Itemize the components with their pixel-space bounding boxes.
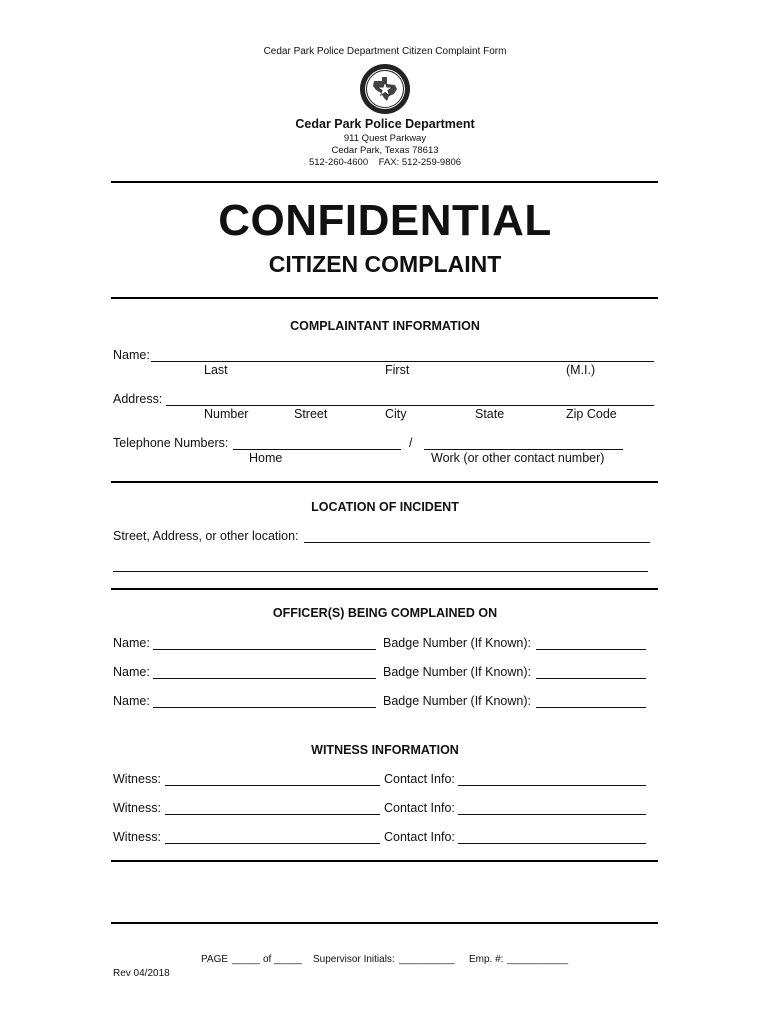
witness-input-2[interactable] [167, 799, 378, 813]
location-input[interactable] [306, 527, 648, 541]
name-label: Name: [113, 348, 150, 362]
badge-input-3[interactable] [538, 692, 644, 706]
badge-label: Badge Number (If Known): [383, 694, 531, 708]
name-part-mi: (M.I.) [566, 363, 596, 377]
witness-line [165, 785, 380, 786]
badge-line [536, 649, 646, 650]
address-label: Address: [113, 392, 163, 406]
revision-date: Rev 04/2018 [113, 968, 170, 979]
badge-label: Badge Number (If Known): [383, 636, 531, 650]
page-total-blank[interactable]: _____ [274, 954, 302, 965]
contact-label: Contact Info: [384, 830, 455, 844]
location-section-heading: LOCATION OF INCIDENT [311, 500, 459, 514]
location-label: Street, Address, or other location: [113, 529, 299, 543]
of-label: of [263, 954, 272, 965]
contact-line [458, 843, 646, 844]
form-header-title: Cedar Park Police Department Citizen Complaint Form [263, 46, 507, 57]
location-input-2[interactable] [115, 556, 646, 570]
home-phone-input[interactable] [235, 434, 399, 448]
telephone-label: Telephone Numbers: [113, 436, 229, 450]
location-line-2 [113, 571, 648, 572]
department-address-line2: Cedar Park, Texas 78613 [331, 145, 439, 156]
confidential-title: CONFIDENTIAL [218, 196, 552, 245]
employee-number-blank[interactable]: ___________ [507, 954, 569, 965]
department-address-line1: 911 Quest Parkway [343, 133, 427, 144]
divider [111, 588, 658, 590]
supervisor-initials-blank[interactable]: __________ [399, 954, 455, 965]
badge-label: Badge Number (If Known): [383, 665, 531, 679]
divider [111, 181, 658, 183]
witness-label: Witness: [113, 801, 161, 815]
badge-line [536, 707, 646, 708]
police-seal-icon [359, 63, 411, 115]
home-phone-line [233, 449, 401, 450]
officer-name-line [153, 678, 376, 679]
address-line [166, 405, 654, 406]
divider [111, 922, 658, 924]
phone-home-caption: Home [249, 451, 283, 465]
name-part-first: First [385, 363, 410, 377]
page-label: PAGE [201, 954, 229, 965]
complainant-section-heading: COMPLAINTANT INFORMATION [290, 319, 480, 333]
complainant-address-input[interactable] [168, 390, 652, 404]
address-part-number: Number [204, 407, 249, 421]
witness-label: Witness: [113, 830, 161, 844]
contact-line [458, 814, 646, 815]
witness-input-1[interactable] [167, 770, 378, 784]
officer-name-input-1[interactable] [155, 634, 374, 648]
witness-line [165, 843, 380, 844]
contact-line [458, 785, 646, 786]
page-number-blank[interactable]: _____ [232, 954, 260, 965]
name-line [151, 361, 654, 362]
witness-input-3[interactable] [167, 828, 378, 842]
officer-name-line [153, 707, 376, 708]
employee-number-label: Emp. #: [469, 954, 504, 965]
contact-input-1[interactable] [460, 770, 644, 784]
officer-name-input-3[interactable] [155, 692, 374, 706]
witness-label: Witness: [113, 772, 161, 786]
badge-input-2[interactable] [538, 663, 644, 677]
divider [111, 297, 658, 299]
phone-separator: / [409, 436, 413, 450]
witness-section-heading: WITNESS INFORMATION [311, 743, 459, 757]
work-phone-line [424, 449, 623, 450]
contact-label: Contact Info: [384, 772, 455, 786]
citizen-complaint-title: CITIZEN COMPLAINT [268, 251, 502, 277]
officer-name-input-2[interactable] [155, 663, 374, 677]
complainant-name-input[interactable] [153, 346, 652, 360]
location-line [304, 542, 650, 543]
address-part-state: State [475, 407, 505, 421]
name-part-last: Last [204, 363, 228, 377]
department-phone-fax: 512-260-4600 FAX: 512-259-9806 [308, 157, 462, 168]
address-part-city: City [385, 407, 407, 421]
officers-section-heading: OFFICER(S) BEING COMPLAINED ON [272, 606, 498, 620]
contact-input-2[interactable] [460, 799, 644, 813]
officer-name-label: Name: [113, 665, 150, 679]
work-phone-input[interactable] [426, 434, 621, 448]
officer-name-label: Name: [113, 694, 150, 708]
contact-label: Contact Info: [384, 801, 455, 815]
officer-name-line [153, 649, 376, 650]
contact-input-3[interactable] [460, 828, 644, 842]
divider [111, 481, 658, 483]
address-part-zip: Zip Code [566, 407, 617, 421]
badge-input-1[interactable] [538, 634, 644, 648]
badge-line [536, 678, 646, 679]
officer-name-label: Name: [113, 636, 150, 650]
address-part-street: Street [294, 407, 328, 421]
supervisor-initials-label: Supervisor Initials: [313, 954, 395, 965]
witness-line [165, 814, 380, 815]
divider [111, 860, 658, 862]
department-name: Cedar Park Police Department [295, 117, 475, 131]
phone-work-caption: Work (or other contact number) [431, 451, 605, 465]
